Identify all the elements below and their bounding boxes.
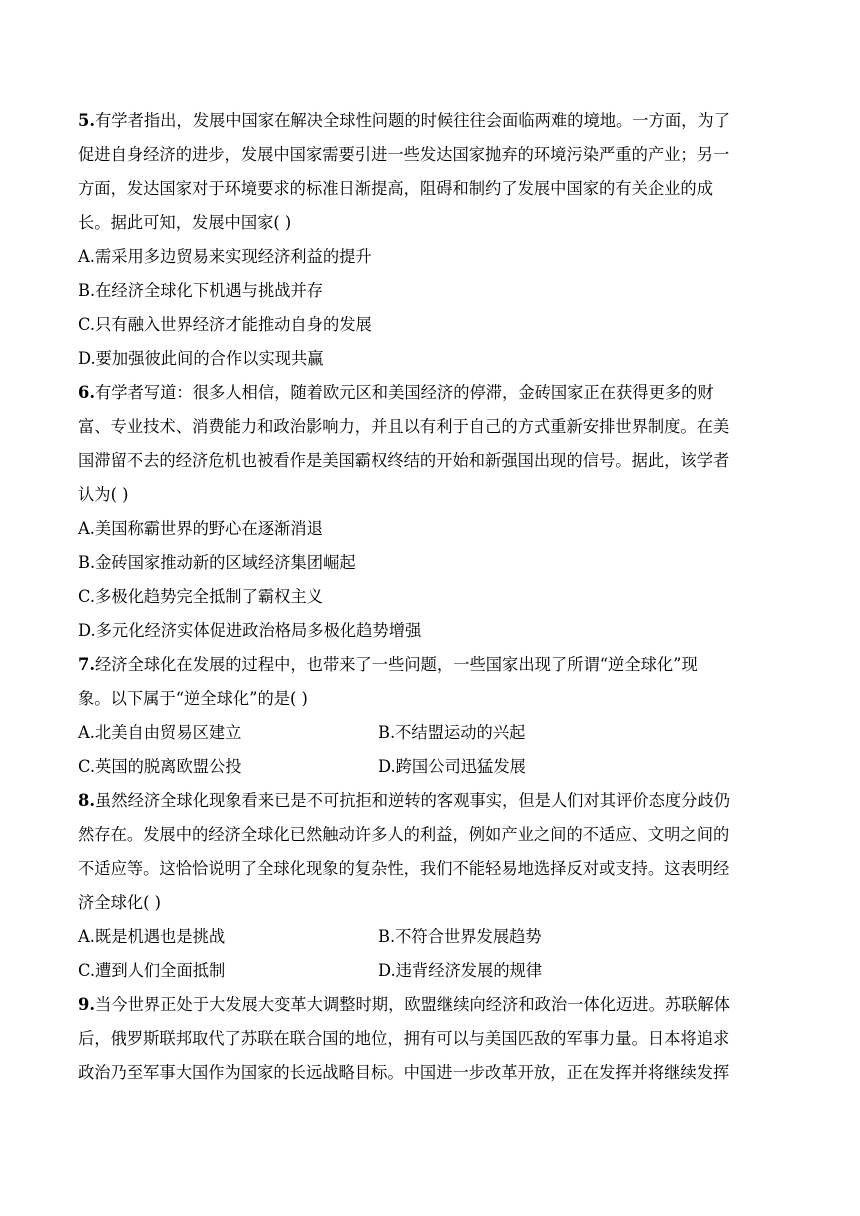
question-stem-line: 7.经济全球化在发展的过程中，也带来了一些问题，一些国家出现了所谓“逆全球化”现 — [78, 655, 698, 674]
question-stem-line: 然存在。发展中的经济全球化已然触动许多人的利益，例如产业之间的不适应、文明之间的 — [78, 825, 730, 844]
question-stem-line: 后，俄罗斯联邦取代了苏联在联合国的地位，拥有可以与美国匹敌的军事力量。日本将追求 — [78, 1029, 730, 1048]
options-row — [78, 920, 772, 954]
options-row — [78, 750, 772, 784]
question-number: 5. — [78, 111, 95, 130]
options-row — [78, 954, 772, 988]
option-c: C.英国的脱离欧盟公投 — [78, 757, 242, 776]
option-d: D.多元化经济实体促进政治格局多极化趋势增强 — [78, 621, 422, 640]
option-b: B.不符合世界发展趋势 — [378, 927, 542, 946]
question-9 — [78, 988, 772, 1090]
option-c: C.只有融入世界经济才能推动自身的发展 — [78, 315, 372, 334]
option-d: D.要加强彼此间的合作以实现共赢 — [78, 349, 324, 368]
option-b: B.在经济全球化下机遇与挑战并存 — [78, 281, 324, 300]
option-d: D.违背经济发展的规律 — [378, 961, 543, 980]
option-b: B.不结盟运动的兴起 — [378, 723, 526, 742]
option-a: A.美国称霸世界的野心在逐渐消退 — [78, 519, 323, 538]
question-stem-line: 5.有学者指出，发展中国家在解决全球性问题的时候往往会面临两难的境地。一方面，为了 — [78, 111, 730, 130]
question-7 — [78, 648, 772, 784]
question-stem-line: 政治乃至军事大国作为国家的长远战略目标。中国进一步改革开放，正在发挥并将继续发挥 — [78, 1063, 730, 1082]
question-number: 6. — [78, 383, 95, 402]
question-stem-line: 济全球化( ) — [78, 893, 162, 912]
question-number: 8. — [78, 791, 95, 810]
question-stem-line: 不适应等。这恰恰说明了全球化现象的复杂性，我们不能轻易地选择反对或支持。这表明经 — [78, 859, 730, 878]
option-c: C.遭到人们全面抵制 — [78, 961, 226, 980]
question-stem-line: 象。以下属于“逆全球化”的是( ) — [78, 689, 308, 708]
question-5 — [78, 104, 772, 376]
question-stem-line: 8.虽然经济全球化现象看来已是不可抗拒和逆转的客观事实，但是人们对其评价态度分歧仍 — [78, 791, 730, 810]
question-number: 9. — [78, 995, 95, 1014]
option-b: B.金砖国家推动新的区域经济集团崛起 — [78, 553, 356, 572]
question-stem-line: 认为( ) — [78, 485, 129, 504]
question-6 — [78, 376, 772, 648]
question-stem-line: 6.有学者写道：很多人相信，随着欧元区和美国经济的停滞，金砖国家正在获得更多的财 — [78, 383, 714, 402]
question-stem-line: 国滞留不去的经济危机也被看作是美国霸权终结的开始和新强国出现的信号。据此，该学者 — [78, 451, 730, 470]
question-stem-line: 方面，发达国家对于环境要求的标准日渐提高，阻碍和制约了发展中国家的有关企业的成 — [78, 179, 713, 198]
option-a: A.北美自由贸易区建立 — [78, 723, 242, 742]
question-stem-line: 9.当今世界正处于大发展大变革大调整时期，欧盟继续向经济和政治一体化迈进。苏联解体 — [78, 995, 730, 1014]
document-page — [78, 104, 772, 1090]
question-stem-line: 富、专业技术、消费能力和政治影响力，并且以有利于自己的方式重新安排世界制度。在美 — [78, 417, 730, 436]
options-row — [78, 716, 772, 750]
option-d: D.跨国公司迅猛发展 — [378, 757, 526, 776]
option-c: C.多极化趋势完全抵制了霸权主义 — [78, 587, 323, 606]
option-a: A.既是机遇也是挑战 — [78, 927, 226, 946]
question-number: 7. — [78, 655, 95, 674]
question-8 — [78, 784, 772, 988]
question-stem-line: 促进自身经济的进步，发展中国家需要引进一些发达国家抛弃的环境污染严重的产业；另一 — [78, 145, 730, 164]
option-a: A.需采用多边贸易来实现经济利益的提升 — [78, 247, 372, 266]
question-stem-line: 长。据此可知，发展中国家( ) — [78, 213, 292, 232]
